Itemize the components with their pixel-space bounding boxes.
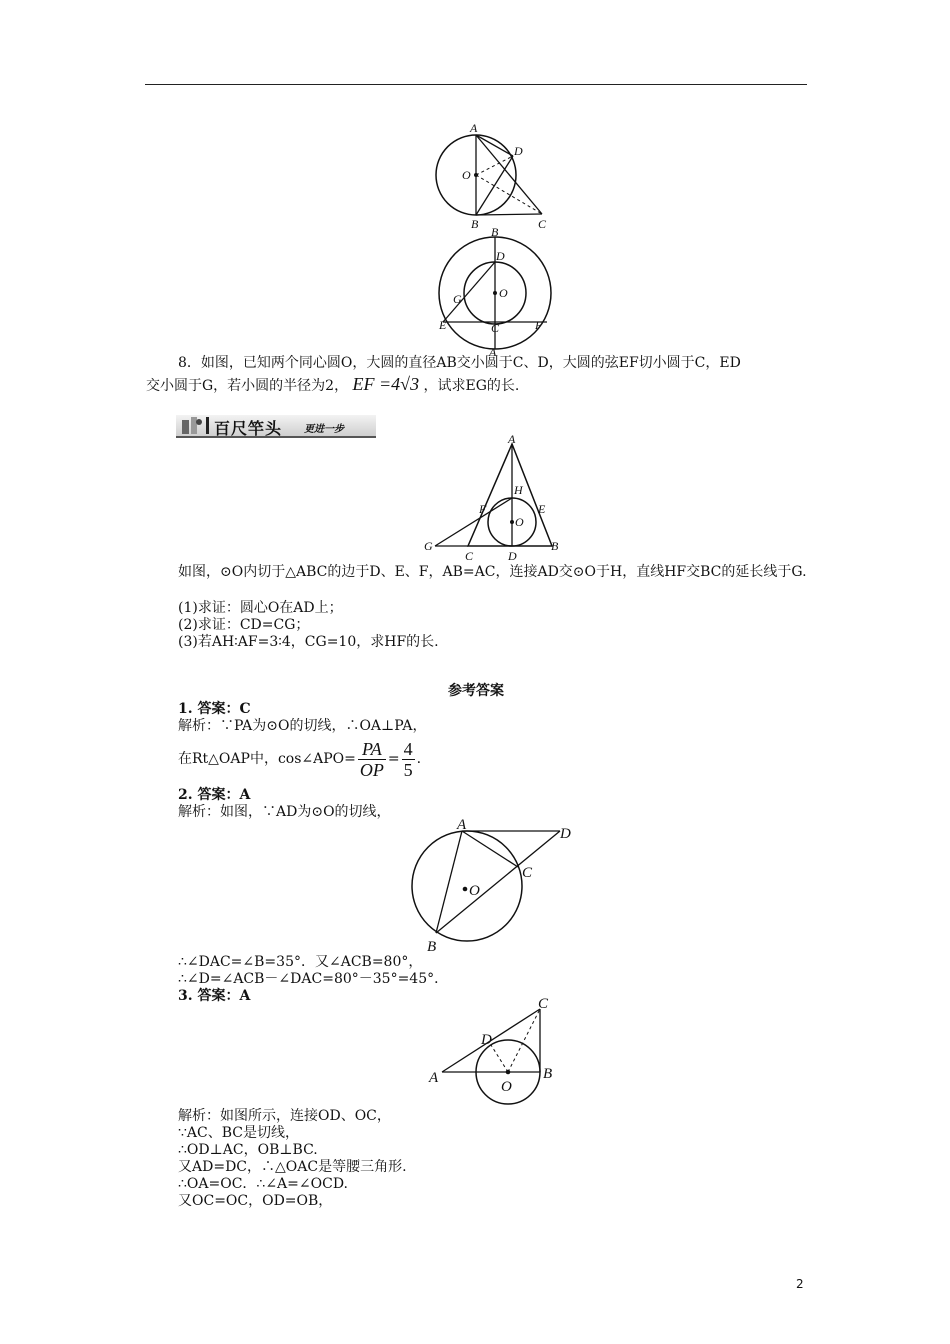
label-a: A <box>508 432 516 446</box>
frac1-num: PA <box>358 739 386 760</box>
label-c: C <box>522 865 533 881</box>
answer-1-rt: 在Rt△OAP中，cos∠APO= <box>178 751 356 767</box>
figure-circle-tangent-1 <box>420 118 560 233</box>
label-c: C <box>538 217 547 231</box>
page-number: 2 <box>796 1277 804 1291</box>
label-f: F <box>535 318 543 332</box>
label-b: B <box>551 539 559 553</box>
q9-part-2: (2)求证：CD=CG； <box>178 617 310 633</box>
q8-line1: 8．如图，已知两个同心圆O，大圆的直径AB交小圆于C、D，大圆的弦EF切小圆于C，ED <box>178 355 741 371</box>
label-c: C <box>465 549 474 562</box>
banner-subtitle: 更进一步 <box>304 424 344 435</box>
label-b: B <box>427 939 437 955</box>
figure-circle-tangent-2 <box>405 815 585 955</box>
answer-2-explanation: 解析：如图，∵AD为⊙O的切线， <box>178 804 391 820</box>
label-b: B <box>471 217 479 231</box>
label-o: O <box>515 515 524 529</box>
label-b: B <box>543 1066 553 1082</box>
label-o: O <box>499 286 508 300</box>
answer-1-explanation: 解析：∵PA为⊙O的切线，∴OA⊥PA， <box>178 718 427 734</box>
frac1-den: OP <box>359 759 384 780</box>
pole-icon <box>180 416 204 435</box>
label-d: D <box>560 826 571 842</box>
label-d: D <box>514 144 523 158</box>
figure-concentric-circles <box>425 225 565 360</box>
label-e: E <box>439 318 447 332</box>
q9-part-1: (1)求证：圆心O在AD上； <box>178 600 343 616</box>
label-a: A <box>429 1070 439 1086</box>
frac2-num: 4 <box>403 738 413 759</box>
fraction-4-5 <box>402 739 415 780</box>
q8-line2a: 交小圆于G，若小圆的半径为2， <box>146 378 349 394</box>
q8-line2b: ，试求EG的长. <box>423 378 520 394</box>
label-o: O <box>501 1079 512 1095</box>
figure-triangle-incircle <box>420 432 570 562</box>
answer-1-label: 1. 答案：C <box>178 701 251 717</box>
label-h: H <box>514 483 523 497</box>
question-8 <box>146 353 811 397</box>
label-g: G <box>424 539 433 553</box>
answer-3-label: 3. 答案：A <box>178 988 251 1004</box>
answer-3-explanation: 解析：如图所示，连接OD、OC， <box>178 1108 391 1124</box>
label-d: D <box>508 549 517 562</box>
q8-formula: EF =4√3 <box>352 374 420 394</box>
label-d: D <box>496 249 505 263</box>
section-banner <box>176 415 376 438</box>
question-9 <box>146 563 811 582</box>
answer-2-line-2: ∴∠D=∠ACB－∠DAC=80°－35°=45°． <box>178 971 449 987</box>
label-f: F <box>479 502 487 516</box>
q9-part-3: (3)若AH∶AF=3∶4，CG=10，求HF的长. <box>178 634 439 650</box>
answer-3-line-3: 又AD=DC，∴△OAC是等腰三角形. <box>178 1159 407 1175</box>
label-o: O <box>469 883 480 899</box>
label-a: A <box>457 817 467 833</box>
label-a: A <box>470 121 478 135</box>
label-e: E <box>538 502 546 516</box>
answer-3-line-1: ∵AC、BC是切线， <box>178 1125 299 1141</box>
q9-text: 如图，⊙O内切于△ABC的边于D、E、F，AB=AC，连接AD交⊙O于H，直线HF交BC的延长线于G. <box>178 564 807 580</box>
answer-2-line-1: ∴∠DAC=∠B=35°．又∠ACB=80°， <box>178 954 423 970</box>
answer-3-line-2: ∴OD⊥AC，OB⊥BC. <box>178 1142 318 1158</box>
frac2-den: 5 <box>403 759 413 780</box>
fraction-pa-op <box>358 739 386 780</box>
answers-title: 参考答案 <box>448 683 504 699</box>
label-a: A <box>489 345 497 359</box>
answer-3-line-4: ∴OA=OC．∴∠A=∠OCD. <box>178 1176 348 1192</box>
label-g: G <box>453 292 462 306</box>
label-b: B <box>491 225 499 239</box>
answer-1-formula: 在Rt△OAP中，cos∠APO= $\frac{PA}{OP}$ = $\frac{4}{5}$ . <box>178 738 422 780</box>
label-o: O <box>462 168 471 182</box>
header-rule <box>145 84 807 85</box>
banner-title: 百尺竿头 <box>214 419 283 438</box>
answer-2-label: 2. 答案：A <box>178 787 251 803</box>
label-c: C <box>491 321 500 335</box>
label-c: C <box>538 996 549 1012</box>
label-d: D <box>481 1032 492 1048</box>
answer-3-line-5: 又OC=OC，OD=OB， <box>178 1193 333 1209</box>
banner-divider <box>206 417 209 434</box>
figure-tangent-triangle <box>425 995 570 1110</box>
answer-1-end: . <box>416 751 422 767</box>
